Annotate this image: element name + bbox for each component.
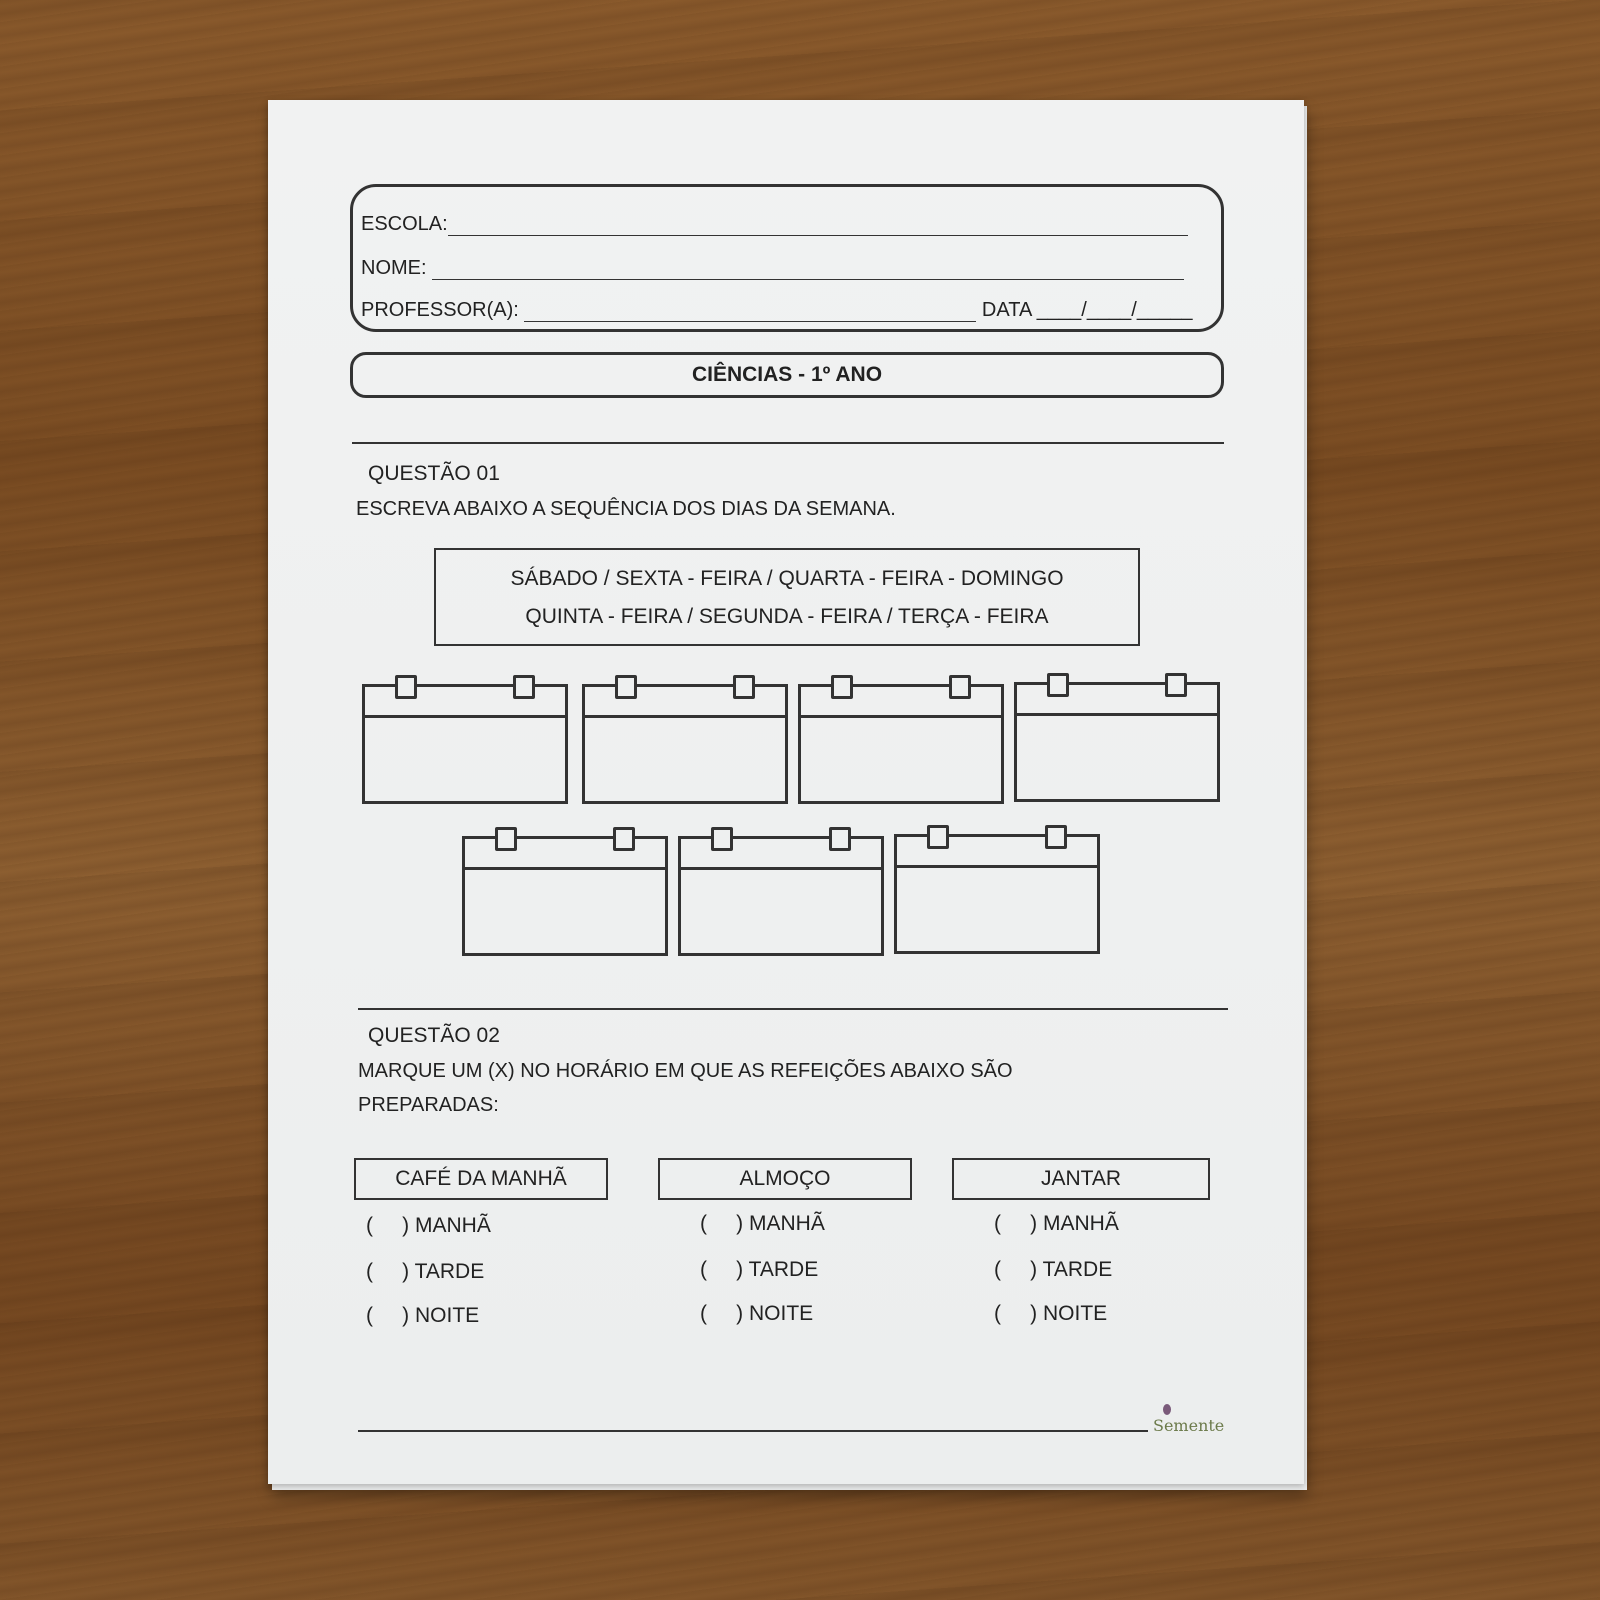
escola-label: ESCOLA: [361, 213, 448, 235]
jantar-option-manha[interactable]: ( ) MANHÃ [994, 1212, 1119, 1235]
footer-line [358, 1430, 1148, 1432]
calendar-box-6[interactable] [678, 836, 884, 956]
question-2-instruction-line-2: PREPARADAS: [358, 1094, 499, 1116]
calendar-box-3[interactable] [798, 684, 1004, 804]
divider-2 [358, 1008, 1228, 1010]
calendar-band [897, 865, 1097, 868]
calendar-ring-icon [1045, 825, 1067, 849]
student-info-box [350, 184, 1224, 332]
calendar-ring-icon [1047, 673, 1069, 697]
calendar-band [365, 715, 565, 718]
subject-title: CIÊNCIAS - 1º ANO [350, 352, 1224, 398]
calendar-box-7[interactable] [894, 834, 1100, 954]
almoco-option-manha[interactable]: ( ) MANHÃ [700, 1212, 825, 1235]
escola-field[interactable] [361, 213, 1188, 236]
almoco-option-noite[interactable]: ( ) NOITE [700, 1302, 814, 1325]
calendar-band [801, 715, 1001, 718]
meal-box-jantar: JANTAR [952, 1158, 1210, 1200]
question-2-title: QUESTÃO 02 [368, 1024, 500, 1047]
professor-line[interactable] [524, 321, 976, 322]
data-label: DATA [981, 299, 1032, 321]
almoco-option-tarde[interactable]: ( ) TARDE [700, 1258, 819, 1281]
seed-icon [1163, 1404, 1171, 1415]
word-bank-line-1: SÁBADO / SEXTA - FEIRA / QUARTA - FEIRA - DOMINGO [510, 567, 1064, 590]
word-bank-line-2: QUINTA - FEIRA / SEGUNDA - FEIRA / TERÇA - FEIRA [525, 605, 1049, 628]
calendar-band [681, 867, 881, 870]
cafe-option-tarde[interactable]: ( ) TARDE [366, 1260, 485, 1283]
calendar-ring-icon [495, 827, 517, 851]
brand-logo [1153, 1416, 1224, 1435]
data-slots[interactable]: ____/____/_____ [1036, 299, 1193, 321]
calendar-band [465, 867, 665, 870]
nome-label: NOME: [361, 257, 427, 279]
calendar-ring-icon [927, 825, 949, 849]
calendar-ring-icon [615, 675, 637, 699]
question-1-instruction: ESCREVA ABAIXO A SEQUÊNCIA DOS DIAS DA SEMANA. [356, 498, 896, 520]
meal-box-almoco: ALMOÇO [658, 1158, 912, 1200]
calendar-ring-icon [1165, 673, 1187, 697]
professor-label: PROFESSOR(A): [361, 299, 519, 321]
calendar-box-2[interactable] [582, 684, 788, 804]
question-2-instruction-line-1: MARQUE UM (X) NO HORÁRIO EM QUE AS REFEIÇÕES ABAIXO SÃO [358, 1060, 1013, 1082]
calendar-box-5[interactable] [462, 836, 668, 956]
calendar-band [1017, 713, 1217, 716]
calendar-band [585, 715, 785, 718]
calendar-ring-icon [513, 675, 535, 699]
calendar-box-4[interactable] [1014, 682, 1220, 802]
jantar-option-tarde[interactable]: ( ) TARDE [994, 1258, 1113, 1281]
meal-box-cafe: CAFÉ DA MANHÃ [354, 1158, 608, 1200]
cafe-option-manha[interactable]: ( ) MANHÃ [366, 1214, 491, 1237]
brand-logo-text: Semente [1153, 1416, 1225, 1435]
jantar-option-noite[interactable]: ( ) NOITE [994, 1302, 1108, 1325]
question-1-title: QUESTÃO 01 [368, 462, 500, 485]
nome-line[interactable] [432, 279, 1184, 280]
divider-1 [352, 442, 1224, 444]
worksheet-page [268, 100, 1304, 1484]
calendar-ring-icon [711, 827, 733, 851]
calendar-box-1[interactable] [362, 684, 568, 804]
question-2-instruction [358, 1054, 1013, 1122]
calendar-ring-icon [831, 675, 853, 699]
calendar-ring-icon [733, 675, 755, 699]
nome-field[interactable] [361, 257, 1184, 280]
calendar-ring-icon [829, 827, 851, 851]
word-bank-box [434, 548, 1140, 646]
calendar-ring-icon [613, 827, 635, 851]
calendar-ring-icon [949, 675, 971, 699]
escola-line[interactable] [448, 235, 1188, 236]
cafe-option-noite[interactable]: ( ) NOITE [366, 1304, 480, 1327]
professor-field[interactable] [361, 299, 1192, 322]
calendar-ring-icon [395, 675, 417, 699]
